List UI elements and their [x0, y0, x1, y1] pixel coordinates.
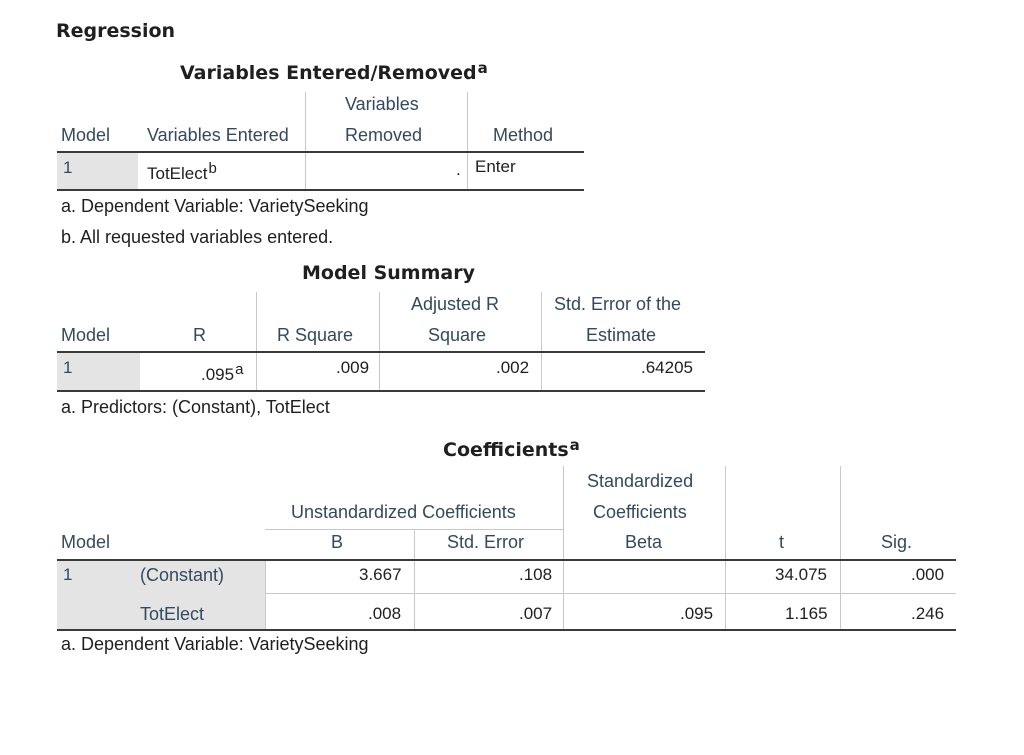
- table2-header-model: Model: [61, 325, 111, 345]
- table3-row2-beta: .095: [680, 604, 714, 623]
- table2-row-r-square: .009: [336, 358, 370, 377]
- table2-header-r: R: [193, 325, 206, 345]
- table3-row1-t: 34.075: [775, 565, 827, 584]
- table2-row-r-footnote-marker: a: [235, 361, 244, 378]
- table1-row-method: Enter: [475, 157, 516, 176]
- table3-vline: [265, 560, 266, 629]
- table3-title: [443, 436, 580, 461]
- table2-vline: [256, 292, 257, 390]
- table3-vline: [725, 466, 726, 629]
- table2-title: Model Summary: [302, 262, 475, 284]
- table3-row1-b: 3.667: [359, 565, 402, 584]
- table3-vline: [840, 466, 841, 629]
- table2-header-r-square: R Square: [277, 325, 354, 345]
- table3-title-text: Coefficients: [443, 439, 569, 461]
- section-title: Regression: [56, 20, 176, 42]
- table2-header-adj-line2: Square: [428, 325, 487, 345]
- table1-title-text: Variables Entered/Removed: [180, 62, 477, 84]
- table2-row-r: [201, 361, 244, 385]
- table3-header-b: B: [331, 532, 344, 552]
- table2-footnote-a: a. Predictors: (Constant), TotElect: [61, 397, 330, 417]
- table3-row1-label: (Constant): [140, 565, 225, 585]
- table1-header-model: Model: [61, 125, 111, 145]
- table3-unstd-rule: [265, 529, 563, 530]
- table1-row-entered-footnote-marker: b: [208, 160, 217, 177]
- table3-row1-sig: .000: [911, 565, 945, 584]
- table2-header-adj-line1: Adjusted R: [411, 294, 500, 314]
- table3-header-std-line2: Coefficients: [593, 502, 687, 522]
- table2-vline: [379, 292, 380, 390]
- table1-header-removed-line2: Removed: [345, 125, 423, 145]
- table1-footnote-a: a. Dependent Variable: VarietySeeking: [61, 196, 369, 216]
- table3-title-footnote-marker: a: [569, 436, 580, 454]
- table3-row2-t: 1.165: [785, 604, 828, 623]
- table3-bottom-rule: [57, 629, 956, 631]
- table1-footnote-b: b. All requested variables entered.: [61, 227, 334, 247]
- table3-header-std-line1: Standardized: [587, 471, 694, 491]
- table3-header-unstd: Unstandardized Coefficients: [291, 502, 516, 522]
- table3-row2-sig: .246: [911, 604, 945, 623]
- table2-row-se: .64205: [641, 358, 693, 377]
- table1-vline: [467, 92, 468, 189]
- table3-row-rule: [265, 593, 956, 594]
- table3-vline: [563, 466, 564, 629]
- table1-row-entered: [147, 160, 217, 184]
- table3-header-rule: [57, 559, 956, 561]
- table1-vline: [305, 92, 306, 189]
- table3-row1-model: 1: [63, 565, 73, 584]
- table1-title-footnote-marker: a: [477, 59, 488, 77]
- table3-header-sig: Sig.: [881, 532, 913, 552]
- table3-vline: [414, 530, 415, 629]
- table2-header-se-line2: Estimate: [586, 325, 657, 345]
- table3-row2-b: .008: [368, 604, 402, 623]
- table2-header-se-line1: Std. Error of the: [554, 294, 682, 314]
- table2-row-adj: .002: [496, 358, 530, 377]
- table3-footnote-a: a. Dependent Variable: VarietySeeking: [61, 634, 369, 654]
- table3-header-model: Model: [61, 532, 111, 552]
- table1-title: [180, 59, 488, 84]
- table1-row-removed: .: [456, 160, 461, 179]
- table3-header-beta: Beta: [625, 532, 663, 552]
- table2-vline: [541, 292, 542, 390]
- table3-row2-se: .007: [519, 604, 553, 623]
- table3-header-se: Std. Error: [447, 532, 525, 552]
- table2-header-rule: [57, 351, 705, 353]
- table3-header-t: t: [779, 532, 785, 552]
- table3-row2-label: TotElect: [140, 604, 205, 624]
- table2-bottom-rule: [57, 390, 705, 392]
- table1-header-method: Method: [493, 125, 554, 145]
- table1-bottom-rule: [57, 189, 584, 191]
- table3-row1-se: .108: [519, 565, 553, 584]
- table2-row-r-text: .095: [201, 365, 235, 384]
- table2-row-model: 1: [63, 358, 73, 377]
- table1-row-entered-text: TotElect: [147, 164, 208, 183]
- table1-row-model: 1: [63, 158, 73, 177]
- table1-header-entered: Variables Entered: [147, 125, 289, 145]
- table1-header-removed-line1: Variables: [345, 94, 419, 114]
- table1-header-rule: [57, 151, 584, 153]
